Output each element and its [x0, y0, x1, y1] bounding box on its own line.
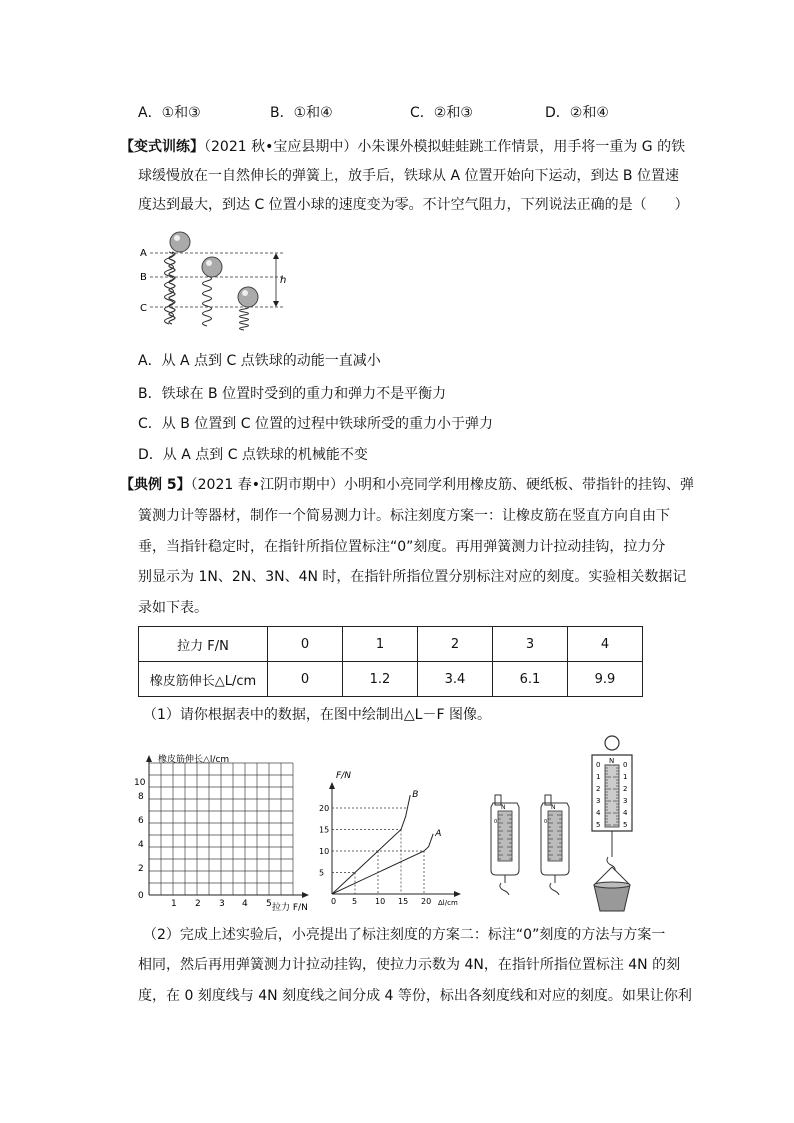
f-chart-ytick: 15: [319, 825, 330, 835]
grid-xlabel: 拉力 F/N: [272, 903, 308, 913]
grid-ylabel: 橡皮筋伸长△l/cm: [158, 755, 230, 765]
label-c: C: [140, 303, 147, 314]
variant-line-2: 球缓慢放在一自然伸长的弹簧上，放手后，铁球从 A 位置开始向下运动，到达 B 位置速: [138, 168, 679, 184]
variant-text-1: （2021 秋•宝应县期中）小朱课外模拟蛙蛙跳工作情景，用手将一重为 G 的铁: [204, 139, 686, 155]
f-chart-ytick: 10: [319, 847, 330, 856]
grid-ytick: 4: [138, 840, 144, 850]
label-a: A: [140, 248, 147, 259]
scale1-n: N: [501, 804, 506, 811]
example-line-1: [120, 475, 694, 495]
table-cell: 0: [268, 627, 343, 662]
data-table: [138, 626, 643, 697]
grid-ytick: 2: [138, 864, 144, 874]
scale3-right-2: 2: [623, 785, 628, 793]
f-chart-xtick: 15: [398, 897, 409, 906]
grid-ytick: 10: [134, 778, 146, 788]
grid-lines: [149, 763, 293, 895]
variant-option-d[interactable]: D．从 A 点到 C 点铁球的机械能不变: [138, 447, 368, 463]
table-cell: 1: [343, 627, 418, 662]
grid-xtick: 3: [219, 899, 225, 909]
scale3-right-4: 4: [623, 809, 628, 817]
example-line-3: 垂，当指针稳定时，在指针所指位置标注“0”刻度。再用弹簧测力计拉动挂钩，拉力分: [138, 539, 666, 555]
table-cell: 3: [493, 627, 568, 662]
variant-tag: 【变式训练】: [120, 139, 204, 155]
label-b: B: [140, 272, 147, 283]
scale2-hook: [550, 875, 559, 895]
scale3-left-5: 5: [596, 821, 601, 829]
scale2-slot: [548, 811, 562, 861]
scale3-right-5: 5: [623, 821, 628, 829]
scale3-right-3: 3: [623, 797, 628, 805]
question-1: （1）请你根据表中的数据，在图中绘制出△L－F 图像。: [143, 707, 491, 723]
f-chart-xlabel: Δl/cm: [438, 899, 458, 907]
ball-a: [170, 232, 190, 252]
grid-ytick: 0: [138, 891, 144, 901]
f-dl-chart-body: [319, 771, 461, 907]
scale3-left-4: 4: [596, 809, 601, 817]
question-2-line-3: 度，在 0 刻度线与 4N 刻度线之间分成 4 等份，标出各刻度线和对应的刻度。如果让你利: [138, 988, 692, 1004]
spring-scale-1: [491, 795, 519, 895]
grid-xtick: 4: [242, 899, 248, 909]
example-line-4: 别显示为 1N、2N、3N、4N 时，在指针所指位置分别标注对应的刻度。实验相关数据记: [138, 569, 687, 585]
table-cell: 1.2: [343, 662, 418, 697]
example-tag: 【典例 5】: [120, 477, 191, 493]
h-arrow-up: [273, 253, 279, 259]
series-line-a: [332, 834, 433, 894]
weight: [594, 885, 630, 911]
scale3-left-1: 1: [596, 773, 601, 781]
spring-figure: [136, 225, 296, 335]
f-chart-xtick: 20: [421, 897, 432, 906]
spring-scale-3: [592, 736, 632, 911]
ball-b: [202, 257, 222, 277]
table-cell: 3.4: [418, 662, 493, 697]
table-header-extension: 橡皮筋伸长△L/cm: [139, 662, 268, 697]
table-cell: 2: [418, 627, 493, 662]
grid-y-arrow: [146, 755, 152, 762]
scale1-slot: [498, 811, 512, 861]
f-chart-xtick: 0: [331, 897, 337, 906]
question-2-line-1: （2）完成上述实验后，小亮提出了标注刻度的方案二：标注“0”刻度的方法与方案一: [143, 927, 666, 943]
grid-xtick: 1: [171, 899, 177, 909]
ball-a-highlight: [174, 235, 180, 241]
top-option-d[interactable]: D．②和④: [545, 105, 609, 121]
grid-ytick: 8: [138, 792, 144, 802]
f-chart-ytick: 20: [319, 804, 330, 813]
series-label-b: B: [412, 790, 419, 801]
ball-b-highlight: [206, 260, 212, 266]
question-2-line-2: 相同，然后再用弹簧测力计拉动挂钩，使拉力示数为 4N，在指针所指位置标注 4N 的刻: [138, 957, 681, 973]
top-option-a[interactable]: A．①和③: [138, 105, 201, 121]
f-chart-xtick: 10: [375, 897, 386, 906]
blank-grid-chart: [136, 748, 312, 912]
scale3-left-2: 2: [596, 785, 601, 793]
f-chart-ytick: 5: [319, 868, 325, 878]
h-arrow-down: [273, 301, 279, 307]
f-chart-y-arrow: [329, 782, 335, 789]
top-option-c[interactable]: C．②和③: [410, 105, 473, 121]
table-row: [139, 662, 643, 697]
grid-xtick: 2: [195, 899, 201, 909]
table-cell: 9.9: [568, 662, 643, 697]
table-cell: 6.1: [493, 662, 568, 697]
scale2-n: N: [551, 804, 556, 811]
label-h: h: [280, 275, 287, 286]
spring-scales-figure: [484, 735, 664, 913]
ball-c-highlight: [242, 290, 248, 296]
example-line-5: 录如下表。: [138, 600, 208, 616]
variant-option-c[interactable]: C．从 B 位置到 C 位置的过程中铁球所受的重力小于弹力: [138, 416, 493, 432]
series-label-a: A: [435, 828, 442, 839]
example-text-1: （2021 春•江阴市期中）小明和小亮同学利用橡皮筋、硬纸板、带指针的挂钩、弹: [190, 477, 694, 493]
series-line-b: [332, 795, 410, 894]
spring-2: [203, 276, 212, 326]
table-row: [139, 627, 643, 662]
table-cell: 4: [568, 627, 643, 662]
scale2-zero: 0: [544, 819, 548, 825]
grid-xtick: 5: [266, 899, 272, 909]
variant-line-3: 度达到最大，到达 C 位置小球的速度变为零。不计空气阻力，下列说法正确的是（ ）: [138, 197, 689, 213]
f-chart-ylabel: F/N: [336, 771, 351, 781]
variant-line-1: [120, 137, 685, 157]
f-chart-xtick: 5: [352, 897, 358, 906]
scale3-n: N: [609, 757, 615, 765]
variant-option-a[interactable]: A．从 A 点到 C 点铁球的动能一直减小: [138, 353, 381, 369]
variant-option-b[interactable]: B．铁球在 B 位置时受到的重力和弹力不是平衡力: [138, 386, 447, 402]
f-dl-chart: [318, 762, 468, 912]
grid-x-arrow: [302, 892, 309, 898]
scale3-right-1: 1: [623, 773, 628, 781]
ball-c: [238, 287, 258, 307]
scale3-right-0: 0: [623, 761, 628, 769]
example-line-2: 簧测力计等器材，制作一个简易测力计。标注刻度方案一：让橡皮筋在竖直方向自由下: [138, 508, 670, 524]
scale3-ring: [605, 736, 619, 750]
scale3-left-3: 3: [596, 797, 601, 805]
spring-scale-2: [541, 795, 569, 895]
top-option-b[interactable]: B．①和④: [270, 105, 333, 121]
weight-top: [594, 882, 630, 888]
grid-ytick: 6: [138, 816, 144, 826]
scale1-hook: [500, 875, 509, 895]
table-header-force: 拉力 F/N: [139, 627, 268, 662]
scale1-zero: 0: [494, 819, 498, 825]
scale3-left-0: 0: [596, 761, 601, 769]
table-cell: 0: [268, 662, 343, 697]
f-chart-x-arrow: [454, 891, 461, 897]
spring-3: [240, 306, 249, 330]
